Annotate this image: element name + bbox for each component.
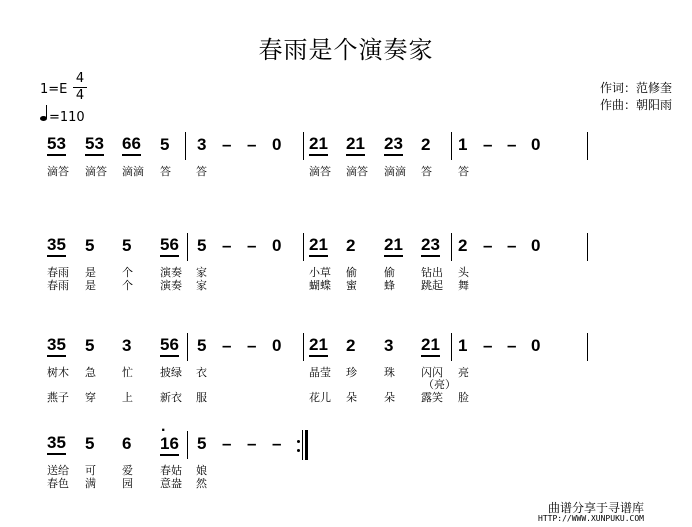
lyric: 偷 <box>384 266 395 279</box>
dash: – <box>483 236 493 255</box>
lyric: 忙 <box>122 366 133 379</box>
lyric: 服 <box>196 391 207 404</box>
dash: – <box>222 336 232 355</box>
barline <box>451 132 452 160</box>
lyric: 春姑 <box>160 464 182 477</box>
note: 21 <box>384 236 403 257</box>
note: 56 <box>160 236 179 257</box>
composer: 作曲：朝阳雨 <box>600 98 673 112</box>
note: 21 <box>309 236 328 257</box>
lyric: 急 <box>85 366 96 379</box>
lyric: 脸 <box>458 391 469 404</box>
dash: – <box>247 236 257 255</box>
note: 6 <box>122 434 132 453</box>
lyric: 亮 <box>458 366 469 379</box>
rest: 0 <box>531 135 541 154</box>
lyric: 朵 <box>346 391 357 404</box>
note: 3 <box>197 135 207 154</box>
repeat-dot <box>297 449 300 452</box>
barline <box>451 233 452 261</box>
note: 23 <box>384 135 403 156</box>
dash: – <box>247 336 257 355</box>
lyric: 闪闪 <box>421 366 443 379</box>
lyric: 演奏 <box>160 279 182 292</box>
note: 35 <box>47 434 66 455</box>
note: 21 <box>346 135 365 156</box>
lyric: 花儿 <box>309 391 331 404</box>
note: 2 <box>346 336 356 355</box>
dash: – <box>507 336 517 355</box>
rest: 0 <box>272 135 282 154</box>
lyric: 是 <box>85 266 96 279</box>
note: 21 <box>309 336 328 357</box>
lyric: 家 <box>196 279 207 292</box>
note: 2 <box>458 236 468 255</box>
note-high-octave: · 16 <box>160 434 179 456</box>
lyric: 树木 <box>47 366 69 379</box>
dash: – <box>222 236 232 255</box>
rest: 0 <box>531 336 541 355</box>
lyric: 蝴蝶 <box>309 279 331 292</box>
lyric: 可 <box>85 464 96 477</box>
lyric-variant: （亮） <box>423 378 456 391</box>
rest: 0 <box>531 236 541 255</box>
barline <box>587 333 588 361</box>
lyric: 答 <box>160 165 171 178</box>
note: 66 <box>122 135 141 156</box>
lyric: 露笑 <box>421 391 443 404</box>
lyricist: 作词：范修奎 <box>600 81 673 95</box>
note: 5 <box>85 236 95 255</box>
lyric: 滴滴 <box>122 165 144 178</box>
rest: 0 <box>272 336 282 355</box>
credits <box>600 80 672 114</box>
time-signature-top: 4 <box>75 71 85 86</box>
barline <box>187 333 188 361</box>
lyric: 衣 <box>196 366 207 379</box>
barline <box>587 132 588 160</box>
dash: – <box>507 236 517 255</box>
lyric: 晶莹 <box>309 366 331 379</box>
lyric: 是 <box>85 279 96 292</box>
barline <box>303 333 304 361</box>
lyric: 送给 <box>47 464 69 477</box>
lyric: 滴滴 <box>384 165 406 178</box>
dash: – <box>483 336 493 355</box>
lyric: 春雨 <box>47 279 69 292</box>
lyric: 滴答 <box>346 165 368 178</box>
lyric: 答 <box>196 165 207 178</box>
lyric: 穿 <box>85 391 96 404</box>
dash: – <box>483 135 493 154</box>
end-barline-thin <box>302 430 303 460</box>
lyric: 满 <box>85 477 96 490</box>
rest: 0 <box>272 236 282 255</box>
lyric: 钻出 <box>421 266 443 279</box>
barline <box>451 333 452 361</box>
note: 21 <box>421 336 440 357</box>
dash: – <box>222 434 232 453</box>
lyric: 蜂 <box>384 279 395 292</box>
note: 21 <box>309 135 328 156</box>
tempo-marking <box>40 110 85 125</box>
quarter-note-icon <box>40 116 47 121</box>
lyric: 舞 <box>458 279 469 292</box>
barline <box>303 233 304 261</box>
note: 5 <box>197 434 207 453</box>
lyric: 蜜 <box>346 279 357 292</box>
dash: – <box>247 135 257 154</box>
lyric: 珍 <box>346 366 357 379</box>
score-row-4 <box>0 433 692 490</box>
lyric: 家 <box>196 266 207 279</box>
lyric: 披绿 <box>160 366 182 379</box>
lyric: 然 <box>196 477 207 490</box>
lyric: 新衣 <box>160 391 182 404</box>
time-signature <box>73 72 87 103</box>
note: 35 <box>47 236 66 257</box>
lyric: 朵 <box>384 391 395 404</box>
note: 56 <box>160 336 179 357</box>
lyric: 演奏 <box>160 266 182 279</box>
song-title: 春雨是个演奏家 <box>258 36 434 64</box>
barline <box>185 132 186 160</box>
dash: – <box>507 135 517 154</box>
lyric: 燕子 <box>47 391 69 404</box>
lyric: 答 <box>421 165 432 178</box>
note: 2 <box>421 135 431 154</box>
time-signature-bottom: 4 <box>75 88 85 103</box>
key-signature: 1=E <box>40 82 68 97</box>
note: 5 <box>197 336 207 355</box>
lyric: 个 <box>122 266 133 279</box>
note: 1 <box>458 135 468 154</box>
note: 35 <box>47 336 66 357</box>
lyric: 娘 <box>196 464 207 477</box>
watermark-url: HTTP://WWW.XUNPUKU.COM <box>538 514 644 523</box>
note: 5 <box>197 236 207 255</box>
tempo-value: =110 <box>49 110 85 125</box>
lyric: 春色 <box>47 477 69 490</box>
barline <box>303 132 304 160</box>
lyric: 珠 <box>384 366 395 379</box>
lyric: 滴答 <box>309 165 331 178</box>
dash: – <box>247 434 257 453</box>
note: 23 <box>421 236 440 257</box>
lyric: 爱 <box>122 464 133 477</box>
lyric: 意盎 <box>160 477 182 490</box>
lyric: 答 <box>458 165 469 178</box>
note: 5 <box>85 336 95 355</box>
note: 5 <box>122 236 132 255</box>
note: 1 <box>458 336 468 355</box>
dash: – <box>272 434 282 453</box>
lyric: 滴答 <box>47 165 69 178</box>
lyric: 小草 <box>309 266 331 279</box>
lyric: 滴答 <box>85 165 107 178</box>
barline <box>187 233 188 261</box>
lyric: 园 <box>122 477 133 490</box>
dash: – <box>222 135 232 154</box>
repeat-dot <box>297 440 300 443</box>
lyric: 偷 <box>346 266 357 279</box>
lyric: 上 <box>122 391 133 404</box>
lyric: 春雨 <box>47 266 69 279</box>
note: 2 <box>346 236 356 255</box>
note: 5 <box>160 135 170 154</box>
barline <box>587 233 588 261</box>
note: 53 <box>85 135 104 156</box>
note: 3 <box>384 336 394 355</box>
end-barline-thick <box>305 430 308 460</box>
barline <box>187 431 188 459</box>
watermark-text: 曲谱分享于寻谱库 <box>548 501 645 515</box>
lyric: 跳起 <box>421 279 443 292</box>
note: 53 <box>47 135 66 156</box>
note: 3 <box>122 336 132 355</box>
lyric: 头 <box>458 266 469 279</box>
lyric: 个 <box>122 279 133 292</box>
note: 5 <box>85 434 95 453</box>
